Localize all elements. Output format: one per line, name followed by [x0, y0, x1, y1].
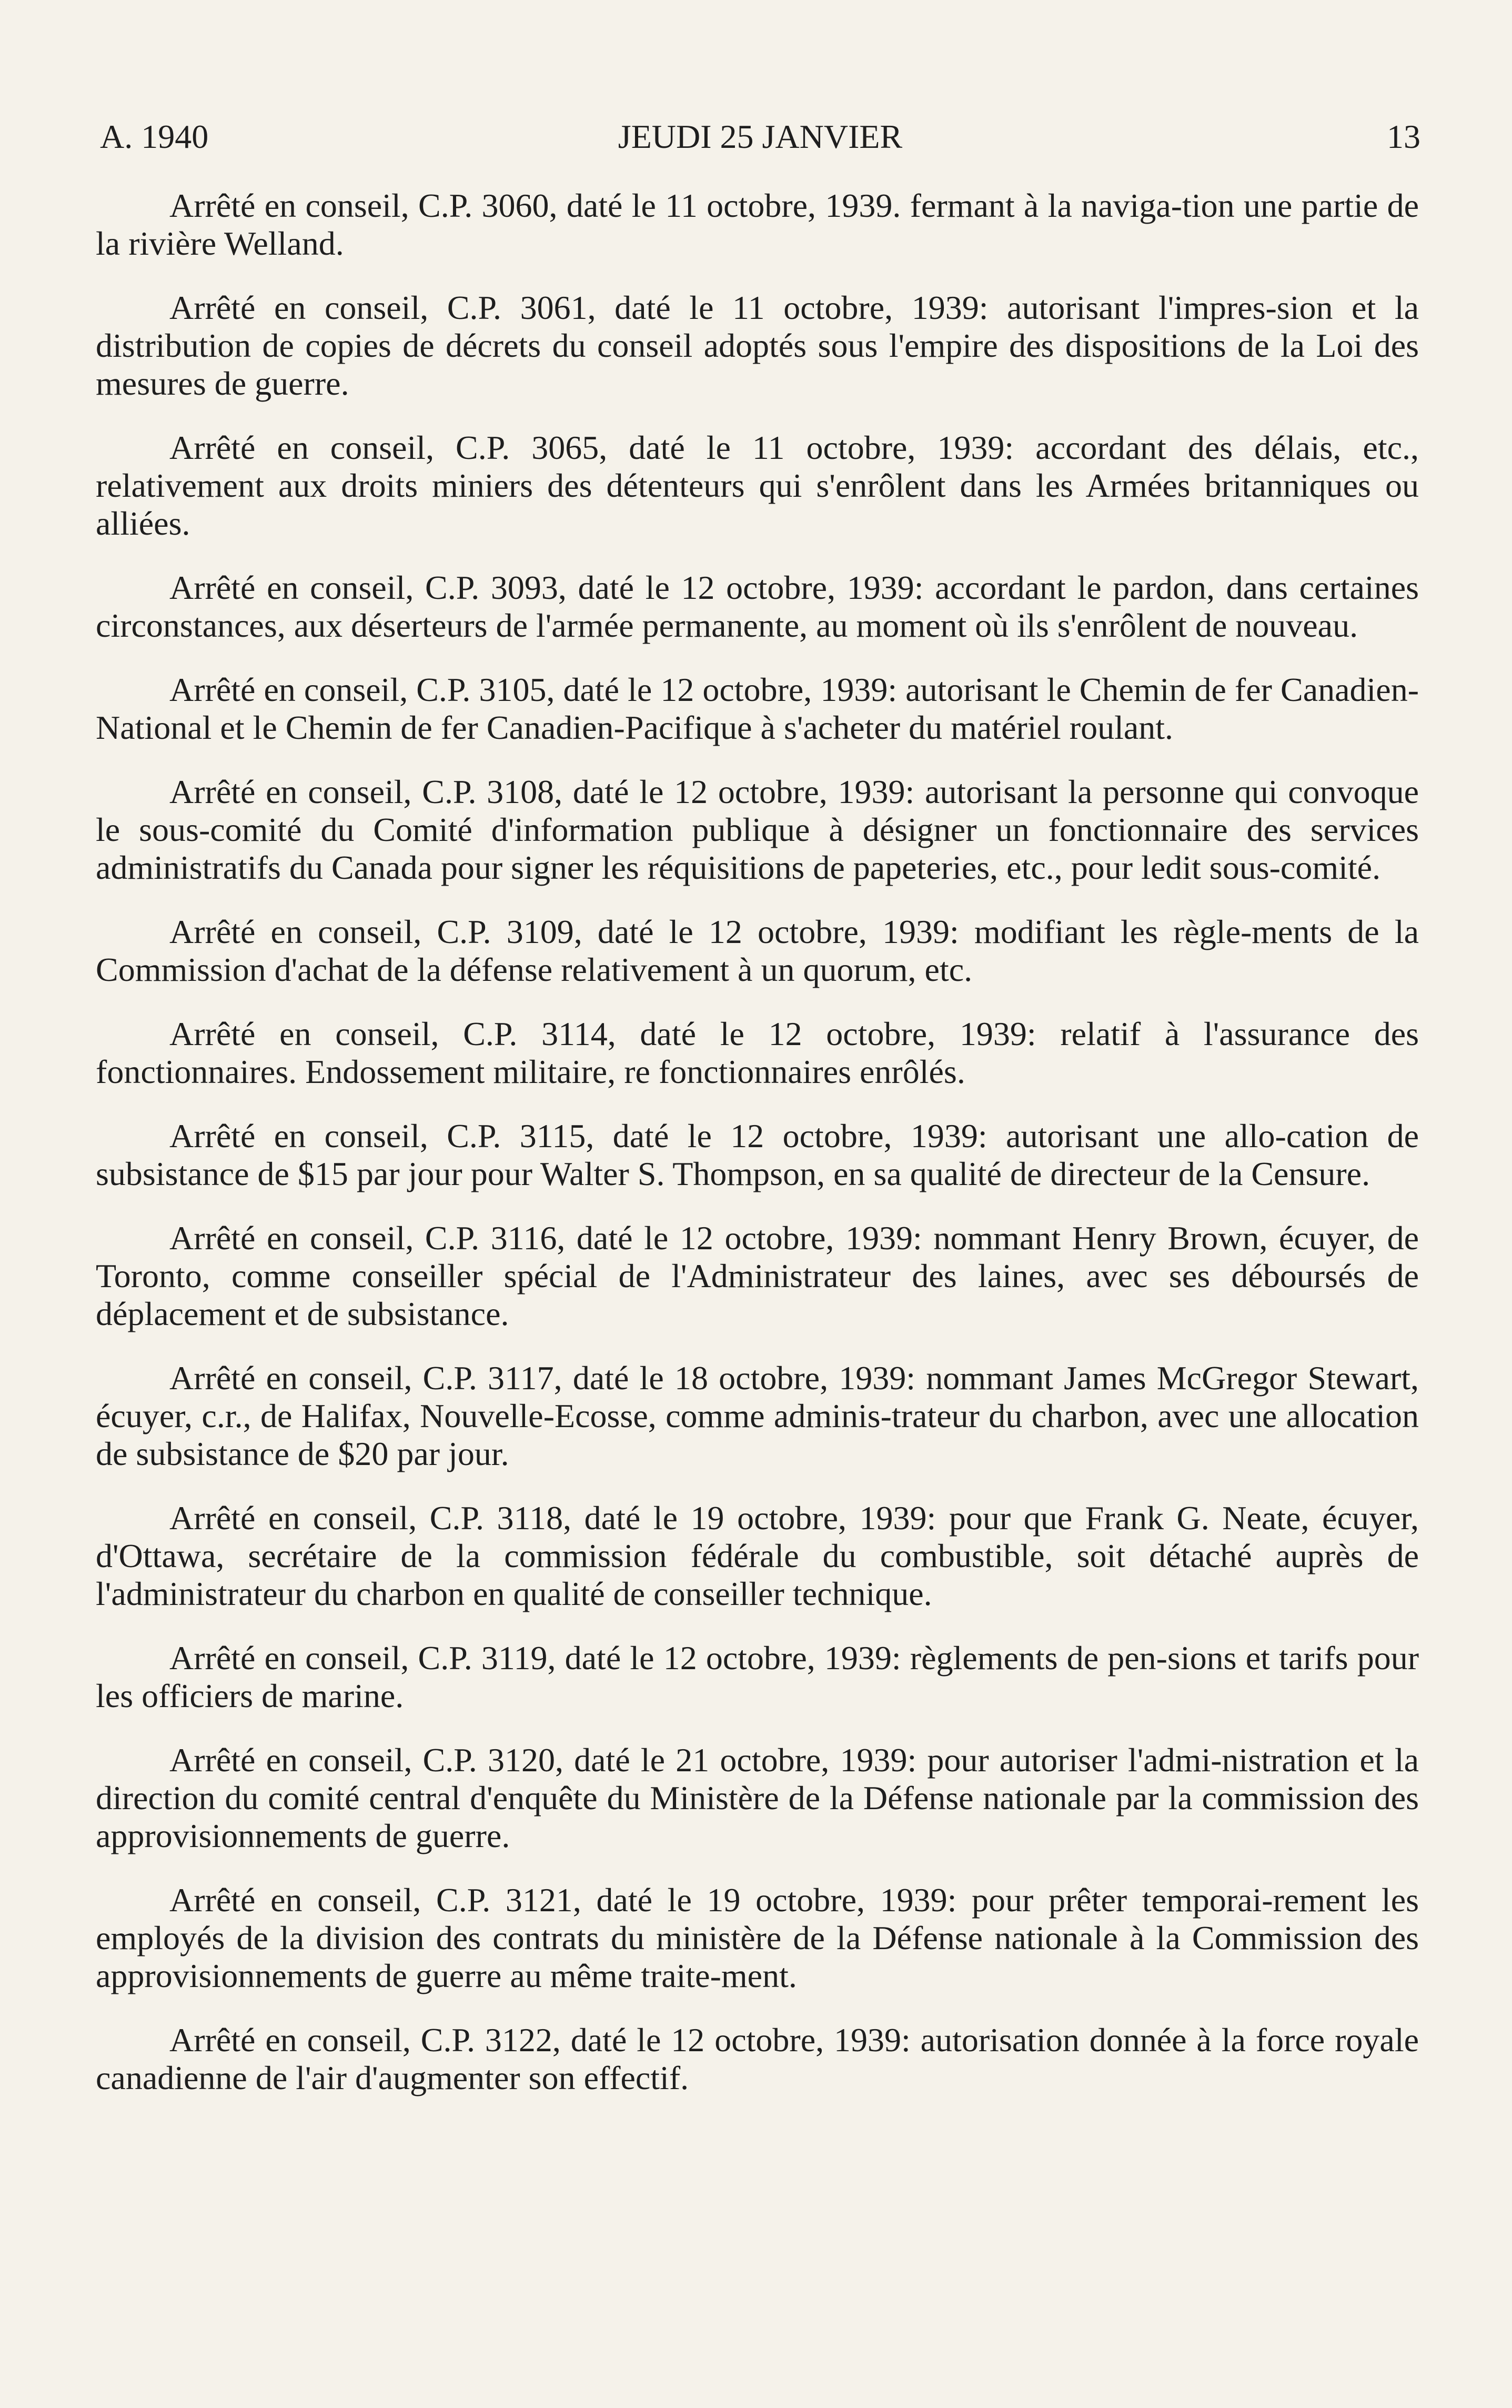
page-date-title: JEUDI 25 JANVIER [618, 118, 903, 155]
page-header [100, 108, 1420, 166]
order-in-council-entry: Arrêté en conseil, C.P. 3093, daté le 12 octobre, 1939: accordant le pardon, dans certaines circonstances, aux déserteurs de l'armée permanente, au moment où ils s'enrôlent de nouveau. [96, 569, 1419, 644]
order-in-council-entry: Arrêté en conseil, C.P. 3109, daté le 12 octobre, 1939: modifiant les règle-ments de la Commission d'achat de la défense relativement à un quorum, etc. [96, 913, 1419, 988]
order-in-council-entry: Arrêté en conseil, C.P. 3061, daté le 11 octobre, 1939: autorisant l'impres-sion et la distribution de copies de décrets du conseil adoptés sous l'empire des dispositions de la Loi des mesures de guerre. [96, 289, 1419, 402]
session-year: A. 1940 [100, 118, 209, 155]
order-in-council-entry: Arrêté en conseil, C.P. 3119, daté le 12 octobre, 1939: règlements de pen-sions et tarifs pour les officiers de marine. [96, 1639, 1419, 1714]
order-in-council-entry: Arrêté en conseil, C.P. 3121, daté le 19 octobre, 1939: pour prêter temporai-rement les employés de la division des contrats du ministère de la Défense nationale à la Commission des approvisionnements de guerre au même traite-ment. [96, 1881, 1419, 1994]
order-in-council-entry: Arrêté en conseil, C.P. 3108, daté le 12 octobre, 1939: autorisant la personne qui convoque le sous-comité du Comité d'information publique à désigner un fonctionnaire des services administratifs du Canada pour signer les réquisitions de papeteries, etc., pour ledit sous-comité. [96, 773, 1419, 886]
order-in-council-entry: Arrêté en conseil, C.P. 3120, daté le 21 octobre, 1939: pour autoriser l'admi-nistration et la direction du comité central d'enquête du Ministère de la Défense nationale par la commission des approvisionnements de guerre. [96, 1741, 1419, 1854]
order-in-council-entry: Arrêté en conseil, C.P. 3065, daté le 11 octobre, 1939: accordant des délais, etc., relativement aux droits miniers des détenteurs qui s'enrôlent dans les Armées britanniques ou alliées. [96, 429, 1419, 542]
order-in-council-entry: Arrêté en conseil, C.P. 3114, daté le 12 octobre, 1939: relatif à l'assurance des fonctionnaires. Endossement militaire, re fonctionnaires enrôlés. [96, 1015, 1419, 1090]
order-in-council-entry: Arrêté en conseil, C.P. 3116, daté le 12 octobre, 1939: nommant Henry Brown, écuyer, de Toronto, comme conseiller spécial de l'Administrateur des laines, avec ses déboursés de déplacement et de subsistance. [96, 1219, 1419, 1332]
page-body [96, 187, 1419, 2123]
order-in-council-entry: Arrêté en conseil, C.P. 3105, daté le 12 octobre, 1939: autorisant le Chemin de fer Canadien-National et le Chemin de fer Canadien-Pacifique à s'acheter du matériel roulant. [96, 671, 1419, 746]
order-in-council-entry: Arrêté en conseil, C.P. 3118, daté le 19 octobre, 1939: pour que Frank G. Neate, écuyer, d'Ottawa, secrétaire de la commission fédérale du combustible, soit détaché auprès de l'administrateur du charbon en qualité de conseiller technique. [96, 1499, 1419, 1612]
order-in-council-entry: Arrêté en conseil, C.P. 3117, daté le 18 octobre, 1939: nommant James McGregor Stewart, écuyer, c.r., de Halifax, Nouvelle-Ecosse, comme adminis-trateur du charbon, avec une allocation de subsistance de $20 par jour. [96, 1359, 1419, 1472]
order-in-council-entry: Arrêté en conseil, C.P. 3060, daté le 11 octobre, 1939. fermant à la naviga-tion une partie de la rivière Welland. [96, 187, 1419, 262]
order-in-council-entry: Arrêté en conseil, C.P. 3115, daté le 12 octobre, 1939: autorisant une allo-cation de subsistance de $15 par jour pour Walter S. Thompson, en sa qualité de directeur de la Censure. [96, 1117, 1419, 1192]
page-number: 13 [1387, 118, 1420, 155]
order-in-council-entry: Arrêté en conseil, C.P. 3122, daté le 12 octobre, 1939: autorisation donnée à la force royale canadienne de l'air d'augmenter son effectif. [96, 2021, 1419, 2096]
